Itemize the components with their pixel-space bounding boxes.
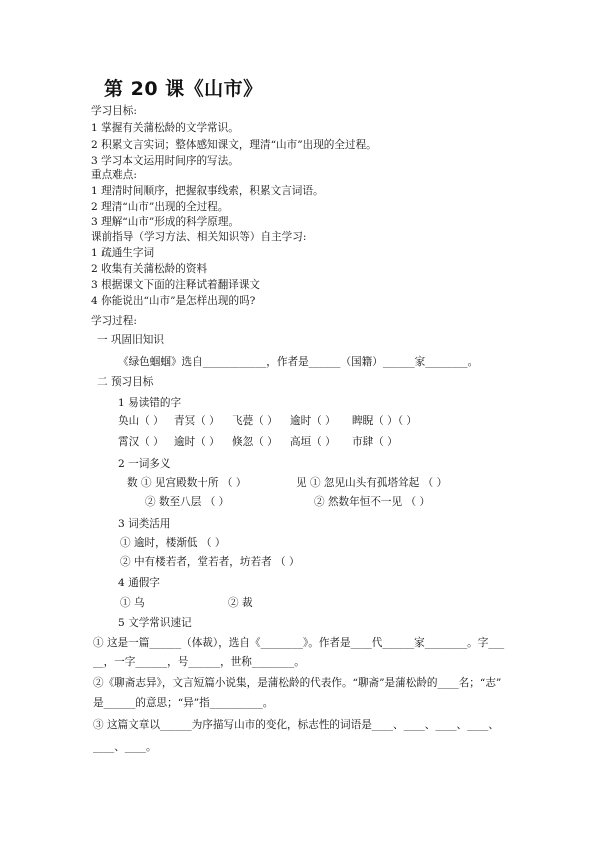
guidance-heading: 课前指导（学习方法、相关知识等）自主学习:: [91, 231, 307, 243]
word-class-item: ② 中有楼若者，堂若者，坊若者 （ ）: [120, 556, 300, 568]
loan-char-item: ① 乌: [120, 597, 145, 609]
section5-heading: 5 文学常识速记: [118, 617, 192, 629]
keypoint-item: 2 理清“山市”出现的全过程。: [91, 201, 229, 213]
guidance-item: 4 你能说出“山市”是怎样出现的吗?: [91, 295, 256, 307]
literature-line: ②《聊斋志异》，文言短篇小说集，是蒲松龄的代表作。“聊斋”是蒲松龄的____名；“志”: [93, 677, 502, 689]
pinyin-word: 市肆（ ）: [352, 436, 398, 448]
pinyin-word: 倏忽（ ）: [232, 436, 278, 448]
guidance-item: 3 根据课文下面的注释试着翻译课文: [91, 279, 261, 291]
literature-line: ③ 这篇文章以______为序描写山市的变化，标志性的词语是____、____、____、____、: [93, 719, 499, 731]
objective-item: 2 积累文言实词；整体感知课文，理清“山市”出现的全过程。: [91, 139, 377, 151]
process-heading: 学习过程:: [91, 315, 137, 327]
pinyin-word: 高垣（ ）: [290, 436, 336, 448]
pinyin-word: 睥睨（ ）（ ）: [352, 415, 417, 427]
literature-line: 是______的意思；“异”指__________。: [93, 697, 274, 709]
pinyin-word: 青冥（ ）: [174, 415, 220, 427]
polysemy-item: 数 ① 见宫殿数十所 （ ）: [127, 477, 247, 489]
polysemy-item: ② 然数年恒不一见 （ ）: [314, 496, 431, 508]
pinyin-word: 奂山（ ）: [118, 415, 164, 427]
polysemy-item: ② 数至八层 （ ）: [145, 496, 230, 508]
literature-line: ① 这是一篇______（体裁），选自《________》。作者是____代______家________。字___: [93, 637, 505, 649]
keypoints-heading: 重点难点:: [91, 169, 137, 181]
part1-heading: 一 巩固旧知识: [97, 334, 164, 346]
literature-line: ____、____。: [93, 741, 157, 753]
pinyin-word: 霄汉（ ）: [118, 436, 164, 448]
literature-line: __，一字______，号______，世称________。: [93, 656, 305, 668]
pinyin-word: 飞甍（ ）: [232, 415, 278, 427]
guidance-item: 2 收集有关蒲松龄的资料: [91, 263, 208, 275]
objectives-heading: 学习目标:: [91, 105, 137, 117]
keypoint-item: 1 理清时间顺序，把握叙事线索，积累文言词语。: [91, 185, 324, 197]
part2-heading: 二 预习目标: [97, 376, 154, 388]
loan-char-item: ② 裁: [228, 597, 253, 609]
word-class-item: ① 逾时，楼渐低 （ ）: [120, 537, 226, 549]
section2-heading: 2 一词多义: [118, 458, 171, 470]
lesson-title: 第 20 课《山市》: [104, 78, 263, 100]
part1-fill-line: 《绿色蝈蝈》选自____________，作者是______（国籍）______家________。: [118, 356, 479, 368]
objective-item: 3 学习本文运用时间序的写法。: [91, 155, 239, 167]
keypoint-item: 3 理解“山市”形成的科学原理。: [91, 216, 240, 228]
pinyin-word: 逾时（ ）: [290, 415, 336, 427]
guidance-item: 1 疏通生字词: [91, 247, 155, 259]
section4-heading: 4 通假字: [118, 577, 160, 589]
section1-heading: 1 易读错的字: [118, 397, 182, 409]
polysemy-item: 见 ① 忽见山头有孤塔耸起 （ ）: [296, 477, 448, 489]
section3-heading: 3 词类活用: [118, 518, 171, 530]
objective-item: 1 掌握有关蒲松龄的文学常识。: [91, 122, 239, 134]
pinyin-word: 逾时（ ）: [174, 436, 220, 448]
